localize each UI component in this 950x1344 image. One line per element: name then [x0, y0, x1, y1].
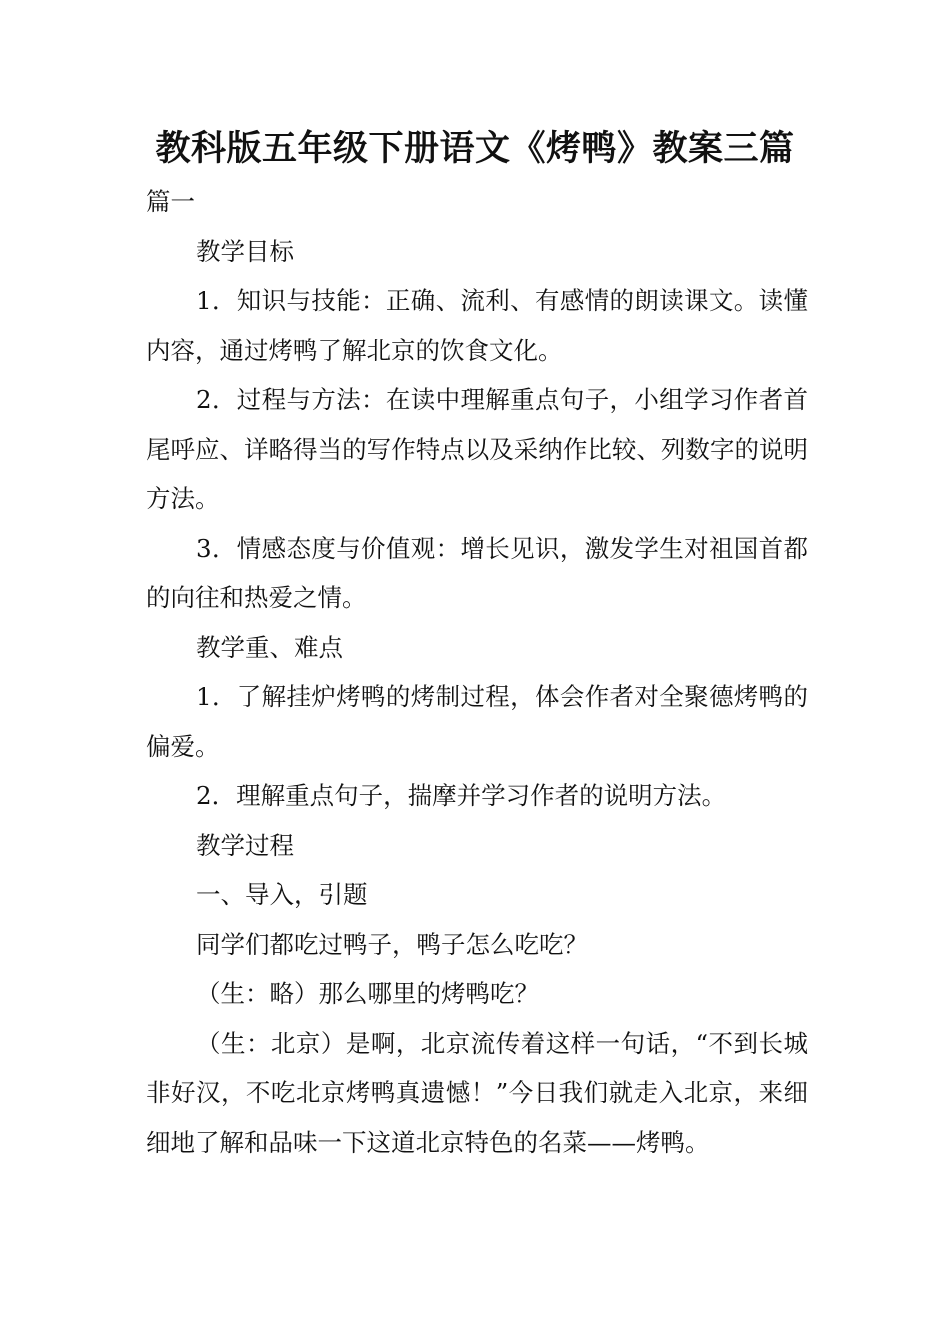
heading-key-points: 教学重、难点 [196, 632, 343, 662]
body-paragraph: （生：北京）是啊，北京流传着这样一句话，“不到长城非好汉，不吃北京烤鸭真遗憾！”今日我们就走入北京，来细细地了解和品味一下这道北京特色的名菜——烤鸭。 [146, 1028, 808, 1157]
goal-item-3: 3．情感态度与价值观：增长见识，激发学生对祖国首都的向往和热爱之情。 [146, 533, 808, 612]
process-step-heading: 一、导入，引题 [196, 880, 368, 909]
section-label: 篇一 [146, 187, 195, 216]
body-paragraph: （生：略）那么哪里的烤鸭吃？ [196, 979, 539, 1008]
key-point-1: 1．了解挂炉烤鸭的烤制过程，体会作者对全聚德烤鸭的偏爱。 [146, 682, 808, 761]
document-body [146, 177, 808, 1167]
document-title: 教科版五年级下册语文《烤鸭》教案三篇 [155, 129, 795, 169]
goal-item-1: 1．知识与技能：正确、流利、有感情的朗读课文。读懂内容，通过烤鸭了解北京的饮食文化。 [146, 286, 808, 365]
body-paragraph: 同学们都吃过鸭子，鸭子怎么吃吃？ [196, 929, 588, 959]
goal-item-2: 2．过程与方法：在读中理解重点句子，小组学习作者首尾呼应、详略得当的写作特点以及采纳作比较、列数字的说明方法。 [146, 385, 808, 513]
key-point-2: 2．理解重点句子，揣摩并学习作者的说明方法。 [196, 781, 727, 810]
heading-teaching-process: 教学过程 [196, 830, 294, 860]
heading-teaching-goals: 教学目标 [196, 236, 294, 266]
